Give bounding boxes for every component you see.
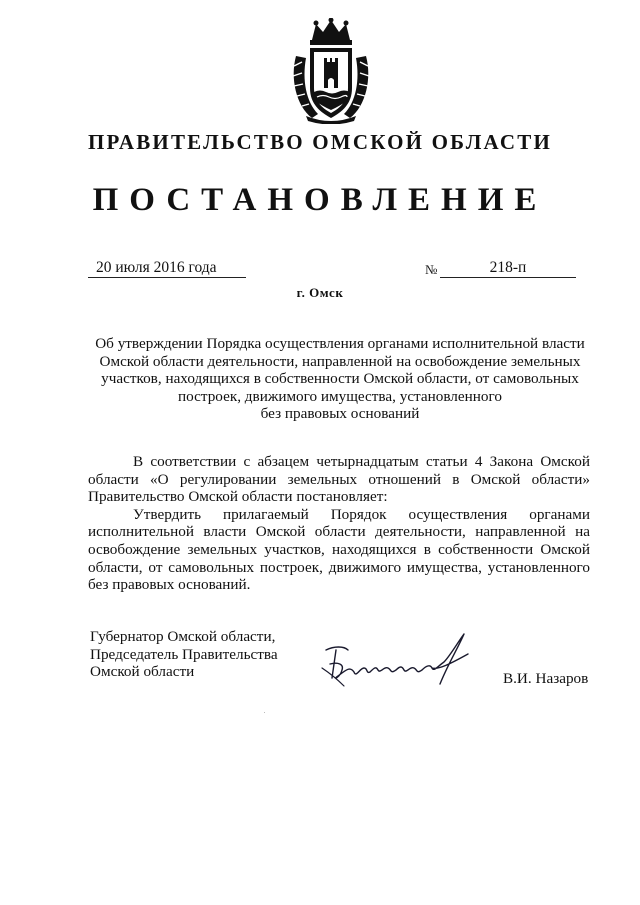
coat-of-arms-icon bbox=[290, 18, 372, 124]
handwritten-signature-icon bbox=[318, 628, 473, 700]
document-type: ПОСТАНОВЛЕНИЕ bbox=[92, 182, 548, 218]
signatory-title-line: Губернатор Омской области, bbox=[90, 628, 276, 645]
subject-line: Об утверждении Порядка осуществления органами исполнительной власти bbox=[95, 335, 585, 352]
subject-line: Омской области деятельности, направленной на освобождение земельных bbox=[99, 352, 581, 370]
number-sign: № bbox=[425, 262, 438, 277]
body-paragraph: В соответствии с абзацем четырнадцатым статьи 4 Закона Омской области «О регулировании земельных отношений в Омской области» Правительство Омской области постановляет: bbox=[88, 453, 590, 506]
signatory-title-line: Омской области bbox=[90, 663, 195, 681]
document-date: 20 июля 2016 года bbox=[88, 258, 246, 278]
document-number: 218-п bbox=[440, 258, 576, 278]
signatory-name: В.И. Назаров bbox=[503, 670, 589, 687]
subject-line: без правовых оснований bbox=[260, 405, 420, 423]
scan-speck bbox=[264, 712, 265, 713]
subject-line: построек, движимого имущества, установленного bbox=[178, 387, 502, 405]
document-body bbox=[88, 453, 590, 594]
signatory-title bbox=[90, 628, 278, 681]
signatory-title-line: Председатель Правительства bbox=[90, 645, 278, 663]
body-paragraph: Утвердить прилагаемый Порядок осуществления органами исполнительной власти Омской области деятельности, направленной на освобождение земельных участков, находящихся в собственности Омской области, от самовольных построек, движимого имущества, установленного без правовых оснований. bbox=[88, 505, 590, 594]
document-subject bbox=[90, 335, 590, 423]
government-name: ПРАВИТЕЛЬСТВО ОМСКОЙ ОБЛАСТИ bbox=[87, 130, 552, 154]
subject-line: участков, находящихся в собственности Омской области, от самовольных bbox=[101, 370, 579, 388]
document-city: г. Омск bbox=[296, 285, 344, 300]
